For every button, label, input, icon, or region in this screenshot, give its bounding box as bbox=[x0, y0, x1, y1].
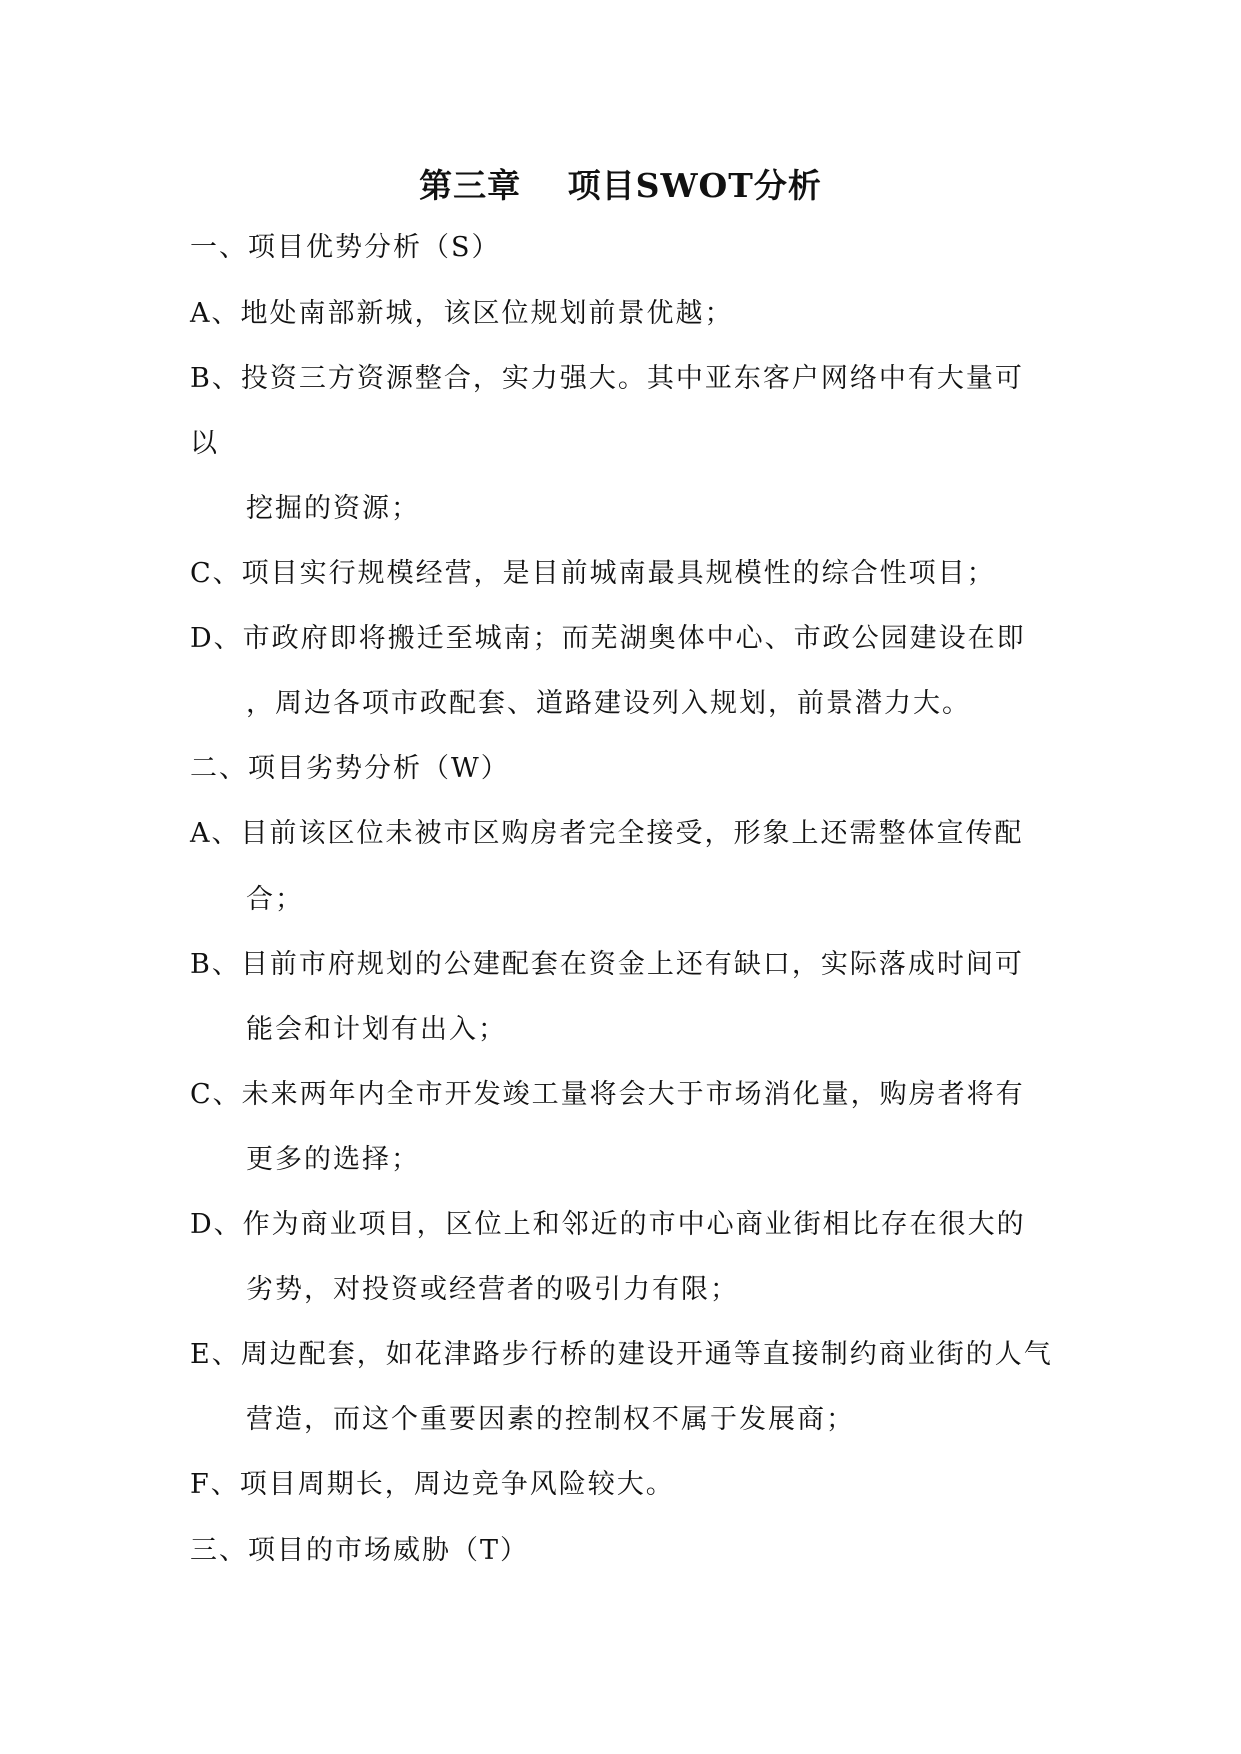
weakness-item-e-continued: 营造，而这个重要因素的控制权不属于发展商； bbox=[246, 1404, 855, 1435]
section-heading-strengths: 一、项目优势分析（S） bbox=[190, 232, 501, 263]
weakness-item-b-continued: 能会和计划有出入； bbox=[246, 1014, 507, 1045]
weakness-item-c: C、未来两年内全市开发竣工量将会大于市场消化量，购房者将有 bbox=[190, 1079, 1025, 1110]
weakness-item-a: A、目前该区位未被市区购房者完全接受，形象上还需整体宣传配 bbox=[190, 818, 1024, 849]
strength-item-c: C、项目实行规模经营，是目前城南最具规模性的综合性项目； bbox=[190, 558, 996, 589]
strength-item-b-wrap: 以 bbox=[190, 428, 219, 459]
weakness-item-b: B、目前市府规划的公建配套在资金上还有缺口，实际落成时间可 bbox=[190, 949, 1024, 980]
weakness-item-f: F、项目周期长，周边竞争风险较大。 bbox=[190, 1469, 675, 1500]
chapter-title: 第三章 项目SWOT分析 bbox=[419, 166, 822, 205]
weakness-item-d-continued: 劣势，对投资或经营者的吸引力有限； bbox=[246, 1274, 739, 1305]
strength-item-b-continued: 挖掘的资源； bbox=[246, 493, 420, 524]
weakness-item-d: D、作为商业项目，区位上和邻近的市中心商业街相比存在很大的 bbox=[190, 1209, 1026, 1240]
strength-item-b: B、投资三方资源整合，实力强大。其中亚东客户网络中有大量可 bbox=[190, 363, 1024, 394]
weakness-item-a-continued: 合； bbox=[246, 884, 304, 915]
section-heading-weaknesses: 二、项目劣势分析（W） bbox=[190, 753, 510, 784]
strength-item-d: D、市政府即将搬迁至城南；而芜湖奥体中心、市政公园建设在即 bbox=[190, 623, 1026, 654]
weakness-item-e: E、周边配套，如花津路步行桥的建设开通等直接制约商业街的人气 bbox=[190, 1339, 1053, 1370]
strength-item-d-continued: ，周边各项市政配套、道路建设列入规划，前景潜力大。 bbox=[246, 688, 971, 719]
section-heading-threats: 三、项目的市场威胁（T） bbox=[190, 1535, 530, 1566]
strength-item-a: A、地处南部新城，该区位规划前景优越； bbox=[190, 298, 734, 329]
weakness-item-c-continued: 更多的选择； bbox=[246, 1144, 420, 1175]
